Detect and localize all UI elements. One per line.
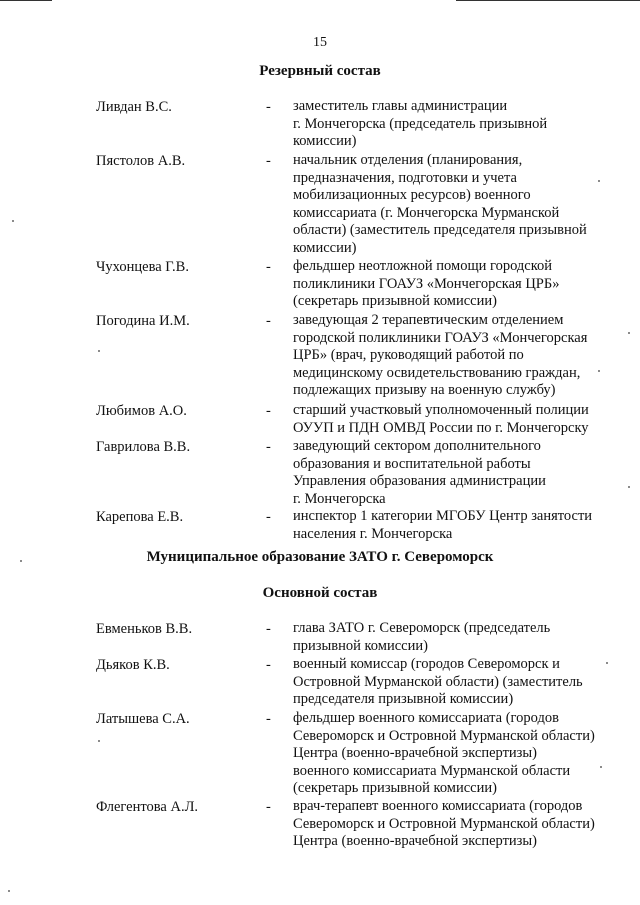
member-role: [293, 620, 618, 655]
role-line: Центра (военно-врачебной экспертизы): [293, 745, 537, 762]
main-entries: [0, 620, 640, 852]
scan-speck: [606, 662, 608, 664]
entry-4: [0, 312, 640, 402]
member-name: Флегентова А.Л.: [96, 799, 199, 815]
main-composition-heading: Основной состав: [262, 585, 378, 601]
dash: -: [266, 313, 271, 329]
role-line: начальник отделения (планирования,: [293, 152, 523, 168]
member-role: [293, 402, 618, 437]
member-role: [293, 98, 618, 151]
role-line: ЦРБ» (врач, руководящий работой по: [293, 347, 524, 364]
role-line: (секретарь призывной комиссии): [293, 293, 497, 310]
role-line: комиссариата (г. Мончегорска Мурманской: [293, 204, 560, 221]
dash: -: [266, 153, 271, 169]
role-line: председателя призывной комиссии): [293, 691, 514, 708]
role-line: Североморск и Островной Мурманской области): [293, 815, 595, 832]
role-line: г. Мончегорска: [293, 490, 386, 507]
entry-9: [0, 656, 640, 710]
role-line: комиссии): [293, 133, 357, 150]
role-line: призывной комиссии): [293, 637, 428, 654]
role-line: г. Мончегорска (председатель призывной: [293, 115, 548, 132]
entry-3: [0, 258, 640, 312]
dash: -: [266, 259, 271, 275]
dash: -: [266, 509, 271, 525]
role-line: заведующая 2 терапевтическим отделением: [293, 312, 564, 328]
scan-speck: [600, 766, 602, 768]
role-line: Островной Мурманской области) (заместитель: [293, 673, 583, 690]
member-name: Евменьков В.В.: [96, 621, 193, 637]
entry-8: [0, 620, 640, 656]
scan-speck: [20, 560, 22, 562]
member-role: [293, 656, 618, 709]
member-name: Погодина И.М.: [96, 313, 190, 329]
role-line: заведующий сектором дополнительного: [293, 438, 541, 454]
role-line: Управления образования администрации: [293, 473, 546, 490]
entry-10: [0, 710, 640, 798]
dash: -: [266, 99, 271, 115]
role-line: (секретарь призывной комиссии): [293, 780, 497, 797]
member-role: [293, 438, 618, 508]
member-role: [293, 508, 618, 543]
role-line: фельдшер неотложной помощи городской: [293, 258, 553, 274]
role-line: военный комиссар (городов Североморск и: [293, 656, 560, 672]
scan-speck: [8, 890, 10, 892]
role-line: мобилизационных ресурсов) военного: [293, 187, 531, 204]
dash: -: [266, 621, 271, 637]
entry-6: [0, 438, 640, 508]
scan-speck: [98, 740, 100, 742]
scan-speck: [628, 332, 630, 334]
scan-speck: [598, 370, 600, 372]
entry-5: [0, 402, 640, 438]
entry-11: [0, 798, 640, 852]
member-name: Гаврилова В.В.: [96, 439, 191, 455]
role-line: предназначения, подготовки и учета: [293, 169, 517, 186]
role-line: врач-терапевт военного комиссариата (городов: [293, 798, 583, 814]
role-line: глава ЗАТО г. Североморск (председатель: [293, 620, 551, 636]
role-line: военного комиссариата Мурманской области: [293, 762, 571, 779]
scan-speck: [598, 180, 600, 182]
scan-speck: [12, 220, 14, 222]
member-name: Карепова Е.В.: [96, 509, 184, 525]
member-name: Пястолов А.В.: [96, 153, 186, 169]
entry-7: [0, 508, 640, 544]
member-role: [293, 710, 618, 798]
role-line: населения г. Мончегорска: [293, 525, 453, 542]
dash: -: [266, 439, 271, 455]
role-line: Центра (военно-врачебной экспертизы): [293, 833, 537, 850]
reserve-composition-heading: Резервный состав: [259, 63, 381, 79]
entry-1: [0, 98, 640, 152]
scan-edge-line-left: [0, 0, 52, 1]
entry-2: [0, 152, 640, 258]
dash: -: [266, 403, 271, 419]
member-name: Дьяков К.В.: [96, 657, 170, 673]
member-name: Чухонцева Г.В.: [96, 259, 189, 275]
municipality-heading: Муниципальное образование ЗАТО г. Североморск: [146, 549, 494, 565]
role-line: образования и воспитательной работы: [293, 455, 531, 472]
dash: -: [266, 711, 271, 727]
role-line: подлежащих призыву на военную службу): [293, 382, 556, 399]
role-line: области) (заместитель председателя призывной: [293, 222, 587, 239]
reserve-entries: [0, 98, 640, 544]
role-line: Североморск и Островной Мурманской области): [293, 727, 595, 744]
scan-speck: [628, 486, 630, 488]
role-line: фельдшер военного комиссариата (городов: [293, 710, 559, 726]
role-line: комиссии): [293, 239, 357, 256]
role-line: городской поликлиники ГОАУЗ «Мончегорская: [293, 329, 588, 346]
role-line: инспектор 1 категории МГОБУ Центр занятости: [293, 508, 593, 524]
page-number: 15: [313, 35, 327, 50]
role-line: ОУУП и ПДН ОМВД России по г. Мончегорску: [293, 419, 589, 436]
role-line: заместитель главы администрации: [293, 98, 508, 114]
dash: -: [266, 657, 271, 673]
member-role: [293, 258, 618, 311]
scan-speck: [98, 350, 100, 352]
member-role: [293, 798, 618, 851]
role-line: медицинскому освидетельствованию граждан,: [293, 364, 581, 381]
member-name: Ливдан В.С.: [96, 99, 172, 115]
dash: -: [266, 799, 271, 815]
role-line: поликлиники ГОАУЗ «Мончегорская ЦРБ»: [293, 275, 560, 292]
role-line: старший участковый уполномоченный полиции: [293, 402, 589, 418]
member-role: [293, 152, 618, 258]
member-name: Латышева С.А.: [96, 711, 190, 727]
scan-edge-line-right: [456, 0, 640, 1]
member-role: [293, 312, 618, 400]
member-name: Любимов А.О.: [96, 403, 187, 419]
